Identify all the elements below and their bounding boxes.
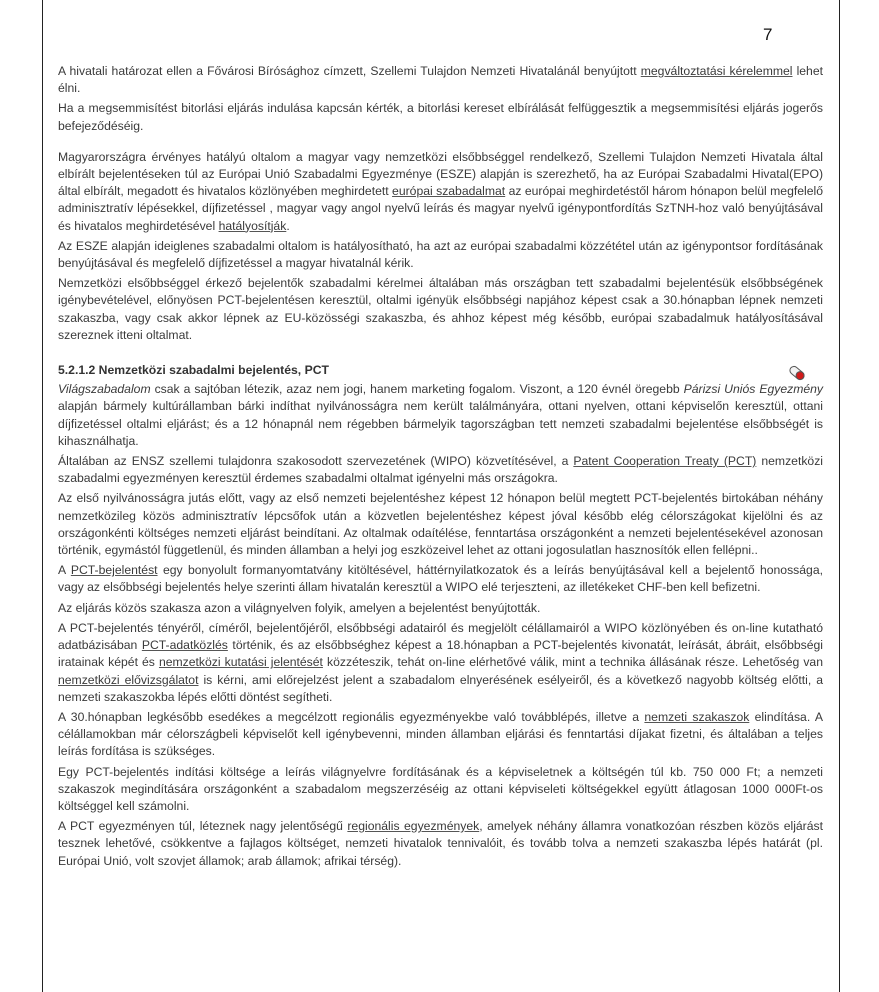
document-body — [58, 63, 823, 873]
paragraph-national-phase: A 30.hónapban legkésőbb esedékes a megcélzott regionális egyezményekbe való továbblépés, illetve a nemzeti szakaszok elindítása. A célállamokban már célországbeli képviselőt kell igénybevenni, minden államban eljárási és fenntartási díjakat fizetni, és általában a teljes leírás fordítása is szükséges. — [58, 709, 823, 759]
link-validation[interactable]: hatályosítják — [218, 218, 287, 233]
paragraph-first-disclosure: Az első nyilvánosságra jutás előtt, vagy az első nemzeti bejelentéshez képest 12 hónapon belül megtett PCT-bejelentés birtokában néhány nemzetközileg közös adminisztratív lépcsőfok után a közvetlen bejelentéshez képest jóval később elég célországokat kijelölni és az országonkénti költséges nemzeti eljárást beindítani. Az oltalmak odaítélése, fenntartása országonként a nemzeti bejelentésekével azonosan történik, egymástól függetlenül, és minden államban a helyi jog eszközeivel lehet az ottani jogosulatlan hasznosítók ellen fellépni.. — [58, 491, 823, 558]
paragraph-provisional: Az ESZE alapján ideiglenes szabadalmi oltalom is hatályosítható, ha azt az európai szabadalmi közzététel után az igénypontsor fordításának benyújtásával és megfelelő díjfizetéssel a magyar hivatalnál kérik. — [58, 238, 823, 271]
paragraph-wipo: Általában az ENSZ szellemi tulajdonra szakosodott szervezetének (WIPO) közvetítésével, a Patent Cooperation Treaty (PCT) nemzetközi szabadalmi egyezményen keresztül érdemes szabadalmi oltalmat igényelni más országokra. — [58, 454, 823, 486]
link-pct-filing[interactable]: PCT-bejelentést — [70, 563, 158, 578]
paragraph-language: Az eljárás közös szakasza azon a világnyelven folyik, amelyen a bejelentést benyújtották. — [58, 600, 541, 615]
paragraph-costs: Egy PCT-bejelentés indítási költsége a leírás világnyelvre fordításának és a képviseletnek a költségén túl kb. 750 000 Ft; a nemzeti szakaszok megindítására országonként a szabadalom megszerzéséig az ottani képviseleti költségekkel együtt átlagosan 1000 000Ft-os költséggel kell számolni. — [58, 764, 823, 813]
paragraph-world-patent: Világszabadalom csak a sajtóban létezik, azaz nem jogi, hanem marketing fogalom. Viszont, a 120 évnél öregebb Párizsi Uniós Egyezmény alapján bármely kultúrállamban bárki indíthat nyilvánosságra nem került találmányára, ottani nyelven, ottani képviselőn keresztül, ottani díjfizetéssel oltalmi eljárást; és a 12 hónapnál nem régebben bármelyik tagországban tett nemzeti szabadalmi bejelentése elsőbbségét is kihasználhatja. — [58, 382, 823, 448]
paragraph-pct-filing: A PCT-bejelentést egy bonyolult formanyomtatvány kitöltésével, háttérnyilatkozatok és a leírás benyújtásával kell a bejelentő honossága, vagy az elsőbbségi bejelentés helye szerinti állam hivatalán keresztül a WIPO elé terjeszteni, az illetékeket CHF-ben kell befizetni. — [58, 563, 823, 595]
section-heading: 5.2.1.2 Nemzetközi szabadalmi bejelentés, PCT — [58, 363, 329, 378]
link-search-report[interactable]: nemzetközi kutatási jelentését — [158, 655, 323, 670]
link-preliminary-exam[interactable]: nemzetközi elővizsgálatot — [58, 672, 199, 687]
paragraph-publication: A PCT-bejelentés tényéről, címéről, bejelentőjéről, elsőbbségi adatairól és megjelölt célállamairól a WIPO közlönyében és on-line kutatható adatbázisában PCT-adatközlés történik, és az elsőbbséghez képest a 18.hónapban a PCT-bejelentés kivonatát, leírását, ábráit, elsőbbségi iratainak képét és nemzetközi kutatási jelentését közzéteszik, tehát on-line elérhetővé válik, mint a technika állásának része. Lehetőség van nemzetközi elővizsgálatot is kérni, ami előrejelzést jelent a szabadalom elnyerésének esélyeiről, és a következő nagyobb költség előtti, a nemzeti szakaszokba lépés előtti döntést segítheti. — [58, 620, 823, 704]
paragraph-suspension: Ha a megsemmisítést bitorlási eljárás indulása kapcsán kérték, a bitorlási kereset elbírálását felfüggesztik a megsemmisítési eljárás jogerős befejeződéséig. — [58, 101, 823, 133]
link-pct-data[interactable]: PCT-adatközlés — [141, 638, 228, 653]
paragraph-priority: Nemzetközi elsőbbséggel érkező bejelentők szabadalmi kérelmei általában más országban tett szabadalmi bejelentésük elsőbbségének igénybevételével, előnyösen PCT-bejelentésen keresztül, oltalmi igényük elsőbbségi napjához képest csak a 30.hónapban lépnek nemzeti szakaszba, vagy csak akkor lépnek az EU-közösségi szakaszba, és ahhoz képest még később, európai szabadalmuk hatályosításával szereznek itteni oltalmat. — [58, 276, 823, 342]
link-european-patent[interactable]: európai szabadalmat — [392, 184, 506, 199]
paragraph-regional: A PCT egyezményen túl, léteznek nagy jelentőségű regionális egyezmények, amelyek néhány államra vonatkozóan részben közös eljárást tesznek lehetővé, csökkentve a fajlagos költséget, nemzeti hivatalok tennivalóit, és tovább tolva a nemzeti szakaszba lépés határát (pl. Európai Unió, volt szovjet államok; arab államok; afrikai térség). — [58, 819, 823, 868]
link-regional-agreements[interactable]: regionális egyezmények — [347, 819, 480, 834]
link-appeal-request[interactable]: megváltoztatási kérelemmel — [640, 64, 793, 78]
page-number: 7 — [763, 25, 773, 44]
paragraph-esze: Magyarországra érvényes hatályú oltalom a magyar vagy nemzetközi elsőbbséggel rendelkező, Szellemi Tulajdon Nemzeti Hivatala által elbírált bejelentéseken túl az Európai Unió Szabadalmi Egyezménye (ESZE) alapján is szerezhető, ha az Európai Szabadalmi Hivatal(EPO) által elbírált, megadott és hivatalos közlönyében meghirdetett európai szabadalmat az európai meghirdetéstől három hónapon belül megfelelő adminisztratív lépésekkel, díjfizetéssel , magyar vagy angol nyelvű leírás és magyar nyelvű igénypontfordítás SzTNH-hoz való benyújtásával és hivatalos meghirdetésével hatályosítják. — [58, 149, 823, 233]
link-pct[interactable]: Patent Cooperation Treaty (PCT) — [573, 454, 757, 469]
paragraph-appeal: A hivatali határozat ellen a Fővárosi Bírósághoz címzett, Szellemi Tulajdon Nemzeti Hivatalánál benyújtott megváltoztatási kérelemmel lehet élni. — [58, 64, 824, 96]
link-national-phases[interactable]: nemzeti szakaszok — [644, 709, 750, 724]
